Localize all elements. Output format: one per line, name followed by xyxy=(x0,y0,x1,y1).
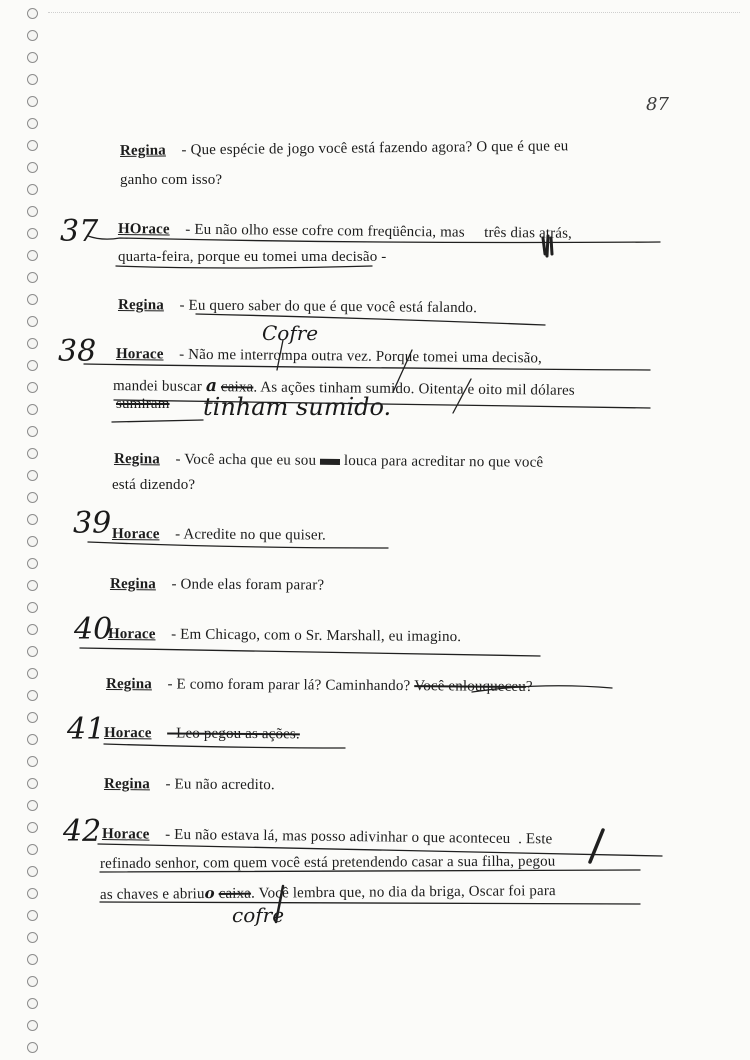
speech-text: - Em Chicago, com o Sr. Marshall, eu imagino. xyxy=(171,626,462,646)
speech-line xyxy=(104,725,300,743)
speaker-name: Horace xyxy=(111,526,160,543)
speech-line xyxy=(100,881,556,904)
speech-line xyxy=(116,396,170,413)
speaker-name: Regina xyxy=(117,297,164,314)
speech-line xyxy=(118,221,572,243)
speaker-name: Regina xyxy=(105,676,152,693)
cue-number: 37 xyxy=(60,214,99,249)
speech-line xyxy=(110,576,324,594)
speech-line xyxy=(114,451,543,472)
speech-text: . Você lembra que, no dia da briga, Oscar foi para xyxy=(250,883,556,902)
speech-line xyxy=(120,172,222,189)
speech-text: - Não me interrompa outra vez. Porque tomei uma decisão, xyxy=(179,346,543,367)
speech-text: quarta-feira, porque eu tomei uma decisão - xyxy=(118,249,387,265)
speech-text: - Eu não olho esse cofre com freqüência, mas xyxy=(185,221,465,241)
speech-line xyxy=(104,776,275,794)
speaker-name: Horace xyxy=(115,346,164,363)
speech-text: mandei buscar xyxy=(112,378,203,395)
speech-text: - Eu não acredito. xyxy=(165,776,275,794)
speech-line xyxy=(102,826,553,849)
speech-line xyxy=(118,297,477,317)
cue-number: 39 xyxy=(73,506,112,541)
speech-line xyxy=(120,138,569,160)
page-number: 87 xyxy=(646,94,669,115)
handwritten-insert: o xyxy=(204,883,215,903)
speech-line xyxy=(112,477,195,494)
speech-text: - Eu não estava lá, mas posso adivinhar o que aconteceu xyxy=(165,826,511,847)
handwritten-insert: a xyxy=(205,375,218,397)
speech-text: está dizendo? xyxy=(112,477,196,493)
speaker-name: Horace xyxy=(101,826,150,843)
speech-text: - Onde elas foram parar? xyxy=(171,576,325,594)
speech-text: - Eu quero saber do que é que você está falando. xyxy=(179,297,478,317)
speech-text: . Este xyxy=(518,831,553,848)
top-edge xyxy=(48,12,740,13)
cue-number: 41 xyxy=(67,712,106,747)
struck-text: caixa xyxy=(220,379,254,396)
speaker-name: Regina xyxy=(113,451,160,468)
handwritten-insert: cofre xyxy=(232,903,285,927)
pen-underline xyxy=(116,266,372,268)
cue-number: 42 xyxy=(63,814,102,849)
struck-text: caixa xyxy=(218,885,252,902)
redacted-word xyxy=(320,458,340,464)
pen-slash xyxy=(590,830,603,862)
speech-line xyxy=(100,854,556,873)
speech-text: louca para acreditar no que você xyxy=(343,453,544,471)
struck-text: Você enlouqueceu xyxy=(414,678,526,695)
speech-text: - Que espécie de jogo você está fazendo agora? O que é que eu xyxy=(181,138,569,159)
pen-underline xyxy=(80,648,540,656)
speech-line xyxy=(116,346,542,367)
speech-line xyxy=(106,676,533,696)
speech-text: as chaves e abriu xyxy=(99,886,205,903)
cue-number: 40 xyxy=(74,612,113,647)
speech-line xyxy=(112,526,326,544)
speech-text: ? xyxy=(525,678,533,695)
cue-number: 38 xyxy=(58,334,97,369)
speech-line xyxy=(108,626,461,646)
speech-text: - Você acha que eu sou xyxy=(175,451,317,469)
speaker-name: Regina xyxy=(119,142,166,159)
speech-text: - E como foram parar lá? Caminhando? xyxy=(167,676,411,695)
pen-underline xyxy=(104,744,345,748)
speaker-name: Regina xyxy=(109,576,156,593)
speech-text: - Acredite no que quiser. xyxy=(175,526,327,544)
speaker-name: Horace xyxy=(103,725,152,742)
speaker-name: HOrace xyxy=(117,221,170,238)
handwritten-insert: Cofre xyxy=(262,321,319,345)
binding-holes xyxy=(0,0,40,1060)
speech-line xyxy=(118,249,386,266)
handwritten-insert: tinham sumido. xyxy=(203,393,392,421)
speaker-name: Regina xyxy=(103,776,150,793)
speech-text: três dias atrás, xyxy=(484,224,573,242)
speech-text: . As ações tinham sumido. Oitenta e oito mil dólares xyxy=(253,379,575,399)
speech-text: ganho com isso? xyxy=(120,172,223,188)
struck-text: - Leo pegou as ações. xyxy=(167,725,300,743)
pen-arrow xyxy=(112,420,203,422)
struck-text: sumiram xyxy=(116,396,170,412)
speech-text: refinado senhor, com quem você está pretendendo casar a sua filha, pegou xyxy=(99,853,556,872)
speaker-name: Horace xyxy=(107,626,156,643)
